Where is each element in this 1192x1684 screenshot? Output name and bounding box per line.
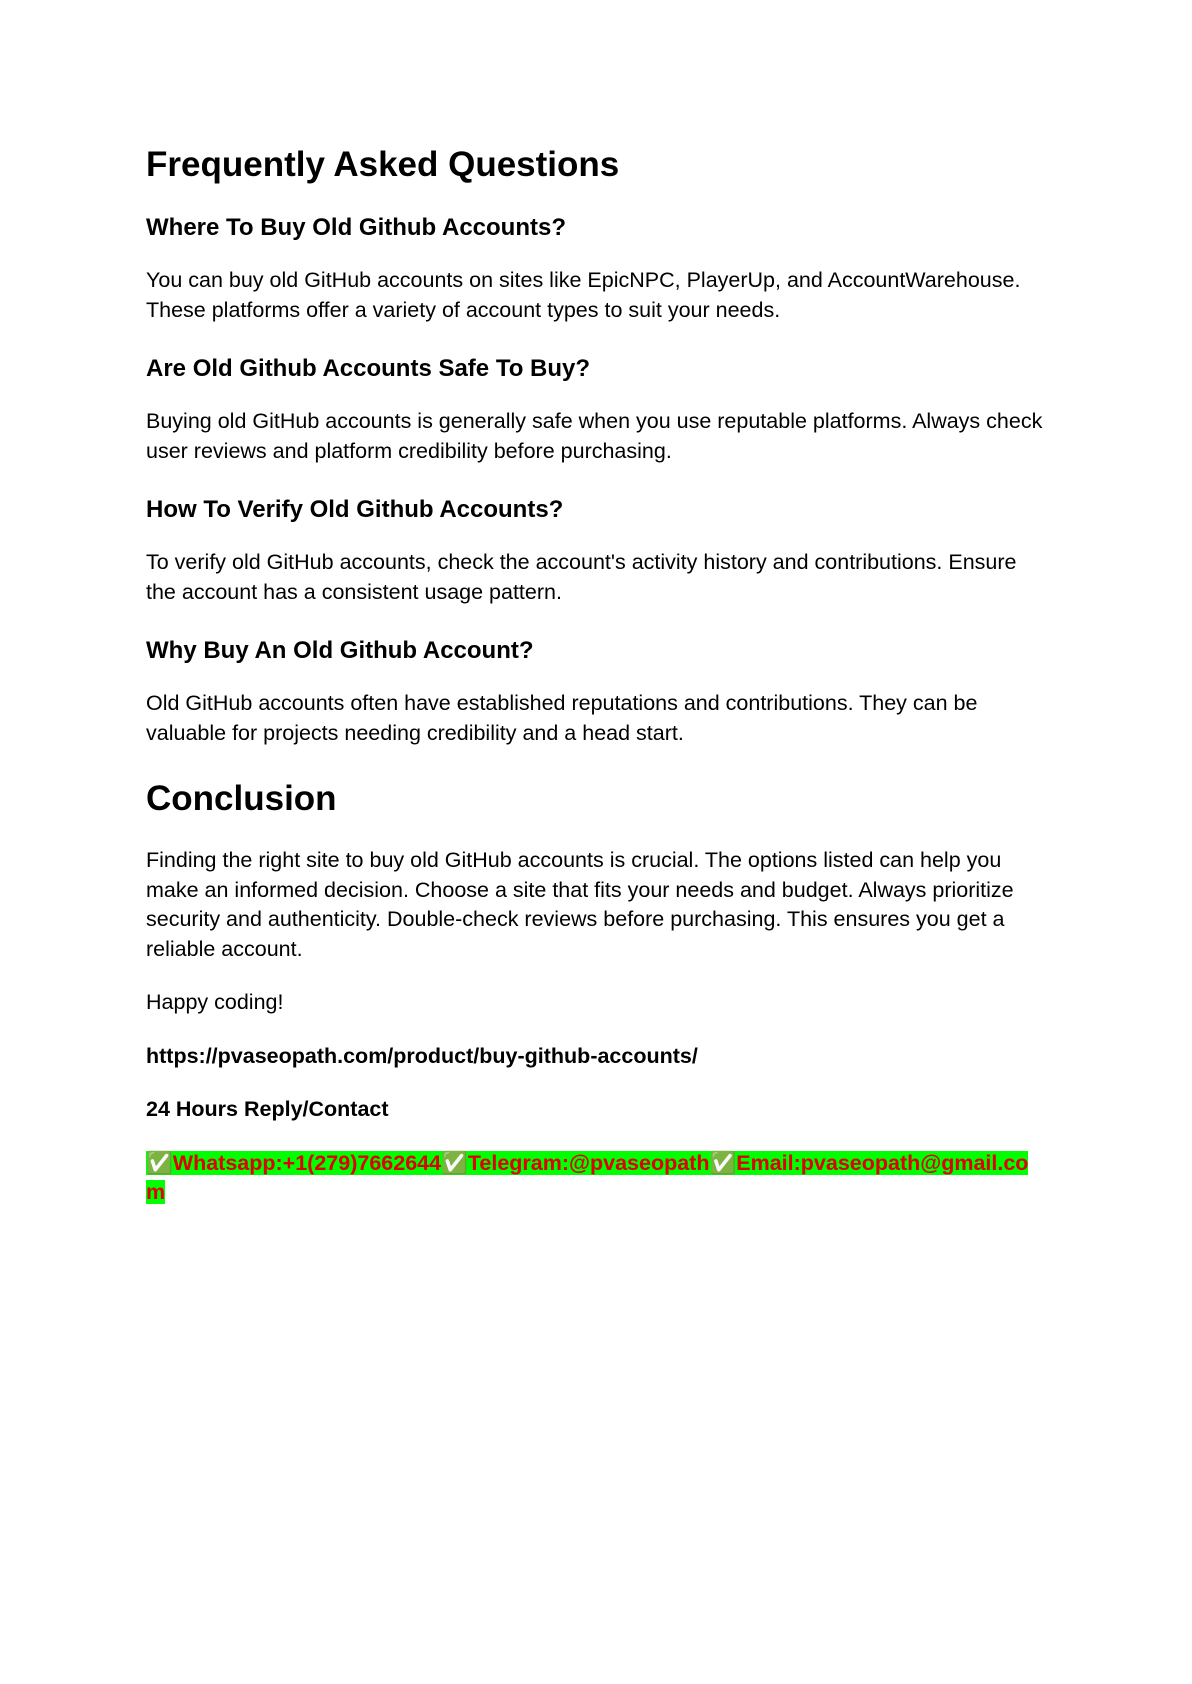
check-icon: ✅ [709,1150,737,1175]
faq-question: Where To Buy Old Github Accounts? [146,214,566,241]
telegram-contact[interactable]: Telegram:@pvaseopath [467,1150,710,1175]
email-contact[interactable]: Email:pvaseopath@gmail.com [146,1150,1029,1204]
faq-item [146,353,1046,466]
reply-contact-label: 24 Hours Reply/Contact [146,1097,389,1121]
product-link[interactable]: https://pvaseopath.com/product/buy-github-accounts/ [146,1043,698,1068]
faq-heading: Frequently Asked Questions [146,145,620,184]
faq-answer: Buying old GitHub accounts is generally safe when you use reputable platforms. Always check user reviews and platform credibility before purchasing. [146,409,1043,463]
conclusion-heading: Conclusion [146,779,337,818]
check-icon: ✅ [146,1150,173,1175]
faq-question: How To Verify Old Github Accounts? [146,496,564,523]
whatsapp-contact[interactable]: Whatsapp:+1(279)7662644 [172,1150,442,1175]
faq-item [146,494,1046,607]
faq-question: Are Old Github Accounts Safe To Buy? [146,355,591,382]
faq-answer: You can buy old GitHub accounts on sites like EpicNPC, PlayerUp, and AccountWarehouse. These platforms offer a variety of account types to suit your needs. [146,268,1021,322]
faq-question: Why Buy An Old Github Account? [146,637,534,664]
conclusion-paragraph: Finding the right site to buy old GitHub accounts is crucial. The options listed can help you make an informed decision. Choose a site that fits your needs and budget. Always prioritize security and authenticity. Double-check reviews before purchasing. This ensures you get a reliable account. [146,848,1014,961]
contact-line [146,1149,1046,1208]
faq-item [146,212,1046,325]
sign-off-text: Happy coding! [146,990,284,1014]
check-icon: ✅ [441,1150,468,1175]
faq-answer: Old GitHub accounts often have established reputations and contributions. They can be valuable for projects needing credibility and a head start. [146,691,978,745]
faq-answer: To verify old GitHub accounts, check the account's activity history and contributions. Ensure the account has a consistent usage pattern. [146,550,1017,604]
faq-item [146,635,1046,748]
